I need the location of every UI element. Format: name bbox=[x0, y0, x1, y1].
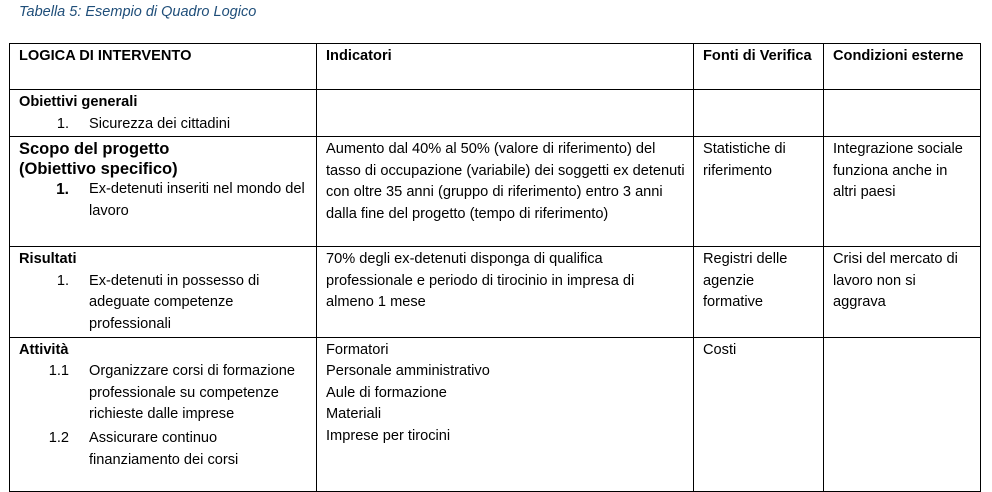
cell-project-scope bbox=[10, 137, 317, 247]
item-text: Organizzare corsi di formazione professionale su competenze richieste dalle imprese bbox=[89, 363, 296, 423]
table-header-row bbox=[10, 44, 981, 90]
section-title-scope: Scopo del progetto bbox=[19, 140, 170, 159]
cell-activities-sources: Costi bbox=[694, 337, 824, 491]
list-item bbox=[19, 428, 308, 471]
cell-activities-indicators bbox=[317, 337, 694, 491]
item-number: 1.2 bbox=[48, 429, 69, 446]
list-item bbox=[19, 361, 308, 426]
item-number: 1. bbox=[56, 272, 69, 289]
item-text: Ex-detenuti in possesso di adeguate competenze professionali bbox=[89, 272, 260, 332]
item-text: Ex-detenuti inseriti nel mondo del lavoro bbox=[89, 181, 305, 219]
item-number: 1. bbox=[56, 115, 69, 132]
cell-activities bbox=[10, 337, 317, 491]
cell-results-conditions: Crisi del mercato di lavoro non si aggrava bbox=[824, 247, 981, 337]
item-text: Assicurare continuo finanziamento dei corsi bbox=[89, 429, 239, 468]
section-title-general: Obiettivi generali bbox=[19, 94, 138, 110]
indicator-line: Aule di formazione bbox=[326, 384, 447, 401]
cell-results bbox=[10, 247, 317, 337]
cell-activities-conditions bbox=[824, 337, 981, 491]
header-conditions: Condizioni esterne bbox=[824, 44, 981, 90]
indicator-line: Imprese per tirocini bbox=[326, 427, 451, 444]
table-row-project-scope bbox=[10, 137, 981, 247]
cell-scope-sources: Statistiche di riferimento bbox=[694, 137, 824, 247]
item-number: 1. bbox=[56, 181, 69, 199]
indicator-line: Materiali bbox=[326, 406, 382, 423]
section-title-results: Risultati bbox=[19, 251, 77, 268]
cell-results-indicators: 70% degli ex-detenuti disponga di qualifica professionale e periodo di tirocinio in impresa di almeno 1 mese bbox=[317, 247, 694, 337]
cell-scope-conditions: Integrazione sociale funziona anche in altri paesi bbox=[824, 137, 981, 247]
cell-empty bbox=[694, 90, 824, 137]
list-item bbox=[19, 271, 308, 336]
list-item bbox=[19, 114, 308, 136]
section-title-activities: Attività bbox=[19, 341, 69, 358]
cell-results-sources: Registri delle agenzie formative bbox=[694, 247, 824, 337]
list-item bbox=[19, 179, 308, 222]
header-sources: Fonti di Verifica bbox=[694, 44, 824, 90]
cell-general-objectives bbox=[10, 90, 317, 137]
header-intervention-logic: LOGICA DI INTERVENTO bbox=[10, 44, 317, 90]
item-text: Sicurezza dei cittadini bbox=[89, 115, 231, 132]
header-indicators: Indicatori bbox=[317, 44, 694, 90]
cell-scope-indicators: Aumento dal 40% al 50% (valore di riferimento) del tasso di occupazione (variabile) dei soggetti ex detenuti con oltre 35 anni (gruppo di riferimento) entro 3 anni dalla fine del progetto (tempo di riferimento) bbox=[317, 137, 694, 247]
cell-empty bbox=[824, 90, 981, 137]
table-row-results bbox=[10, 247, 981, 337]
table-caption: Tabella 5: Esempio di Quadro Logico bbox=[19, 4, 257, 20]
section-subtitle-scope: (Obiettivo specifico) bbox=[19, 160, 178, 179]
table-row-general-objectives bbox=[10, 90, 981, 137]
indicator-line: Formatori bbox=[326, 341, 389, 358]
table-row-activities bbox=[10, 337, 981, 491]
cell-empty bbox=[317, 90, 694, 137]
item-number: 1.1 bbox=[48, 363, 69, 380]
logical-framework-table bbox=[9, 43, 981, 492]
indicator-line: Personale amministrativo bbox=[326, 363, 490, 380]
